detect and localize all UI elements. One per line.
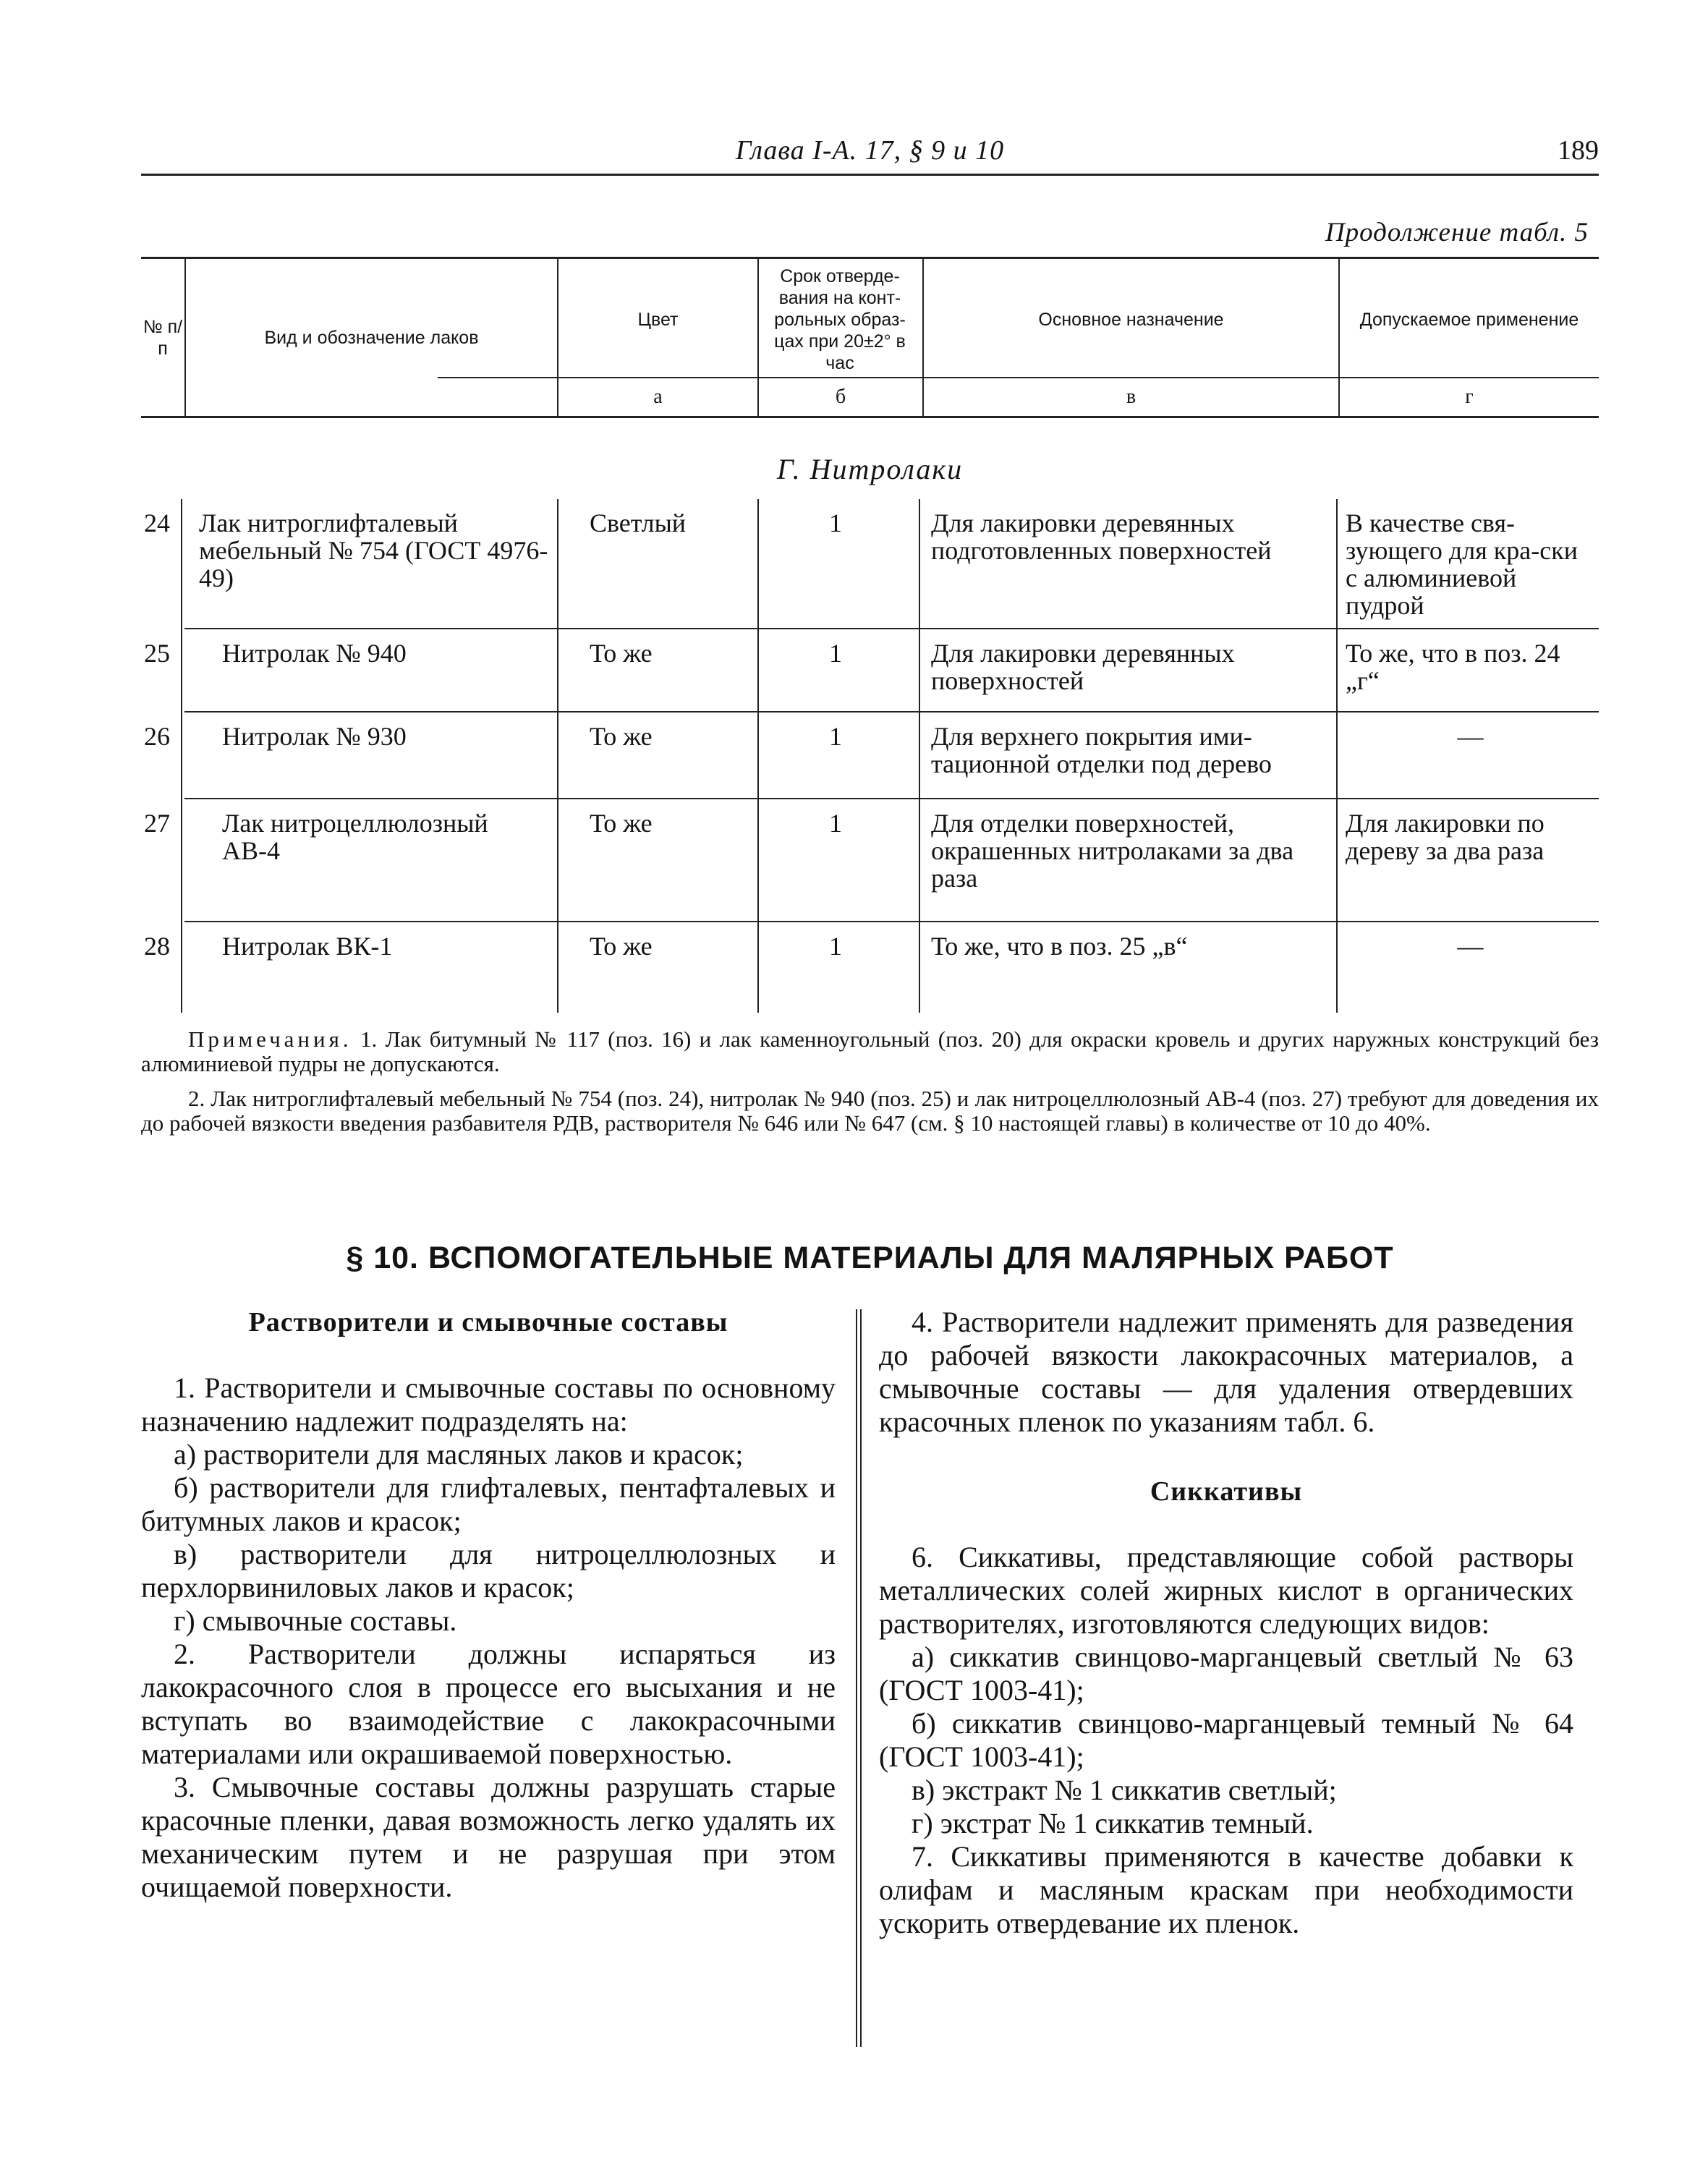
paragraph: а) сиккатив свинцово-марганцевый светлый № 63 (ГОСТ 1003-41); (879, 1641, 1573, 1706)
column-letter: б (835, 386, 846, 408)
cell-name: Нитролак ВК-1 (222, 932, 393, 961)
header-num: № п/п (143, 317, 183, 359)
running-title: Глава I-А. 17, § 9 и 10 (735, 135, 1005, 166)
paragraph: 1. Растворители и смывочные составы по основному назначению надлежит подразделять на: (141, 1371, 836, 1437)
right-column-heading: Сиккативы (1150, 1476, 1303, 1507)
column-letter: а (653, 386, 663, 408)
paragraph: 7. Сиккативы применяются в качестве добавки к олифам и масляным краскам при необходимости ускорить отвердевание их пленок. (879, 1840, 1573, 1939)
paragraph: а) растворители для масляных лаков и красок; (174, 1438, 744, 1471)
cell-time: 1 (829, 639, 842, 668)
column-divider (1336, 499, 1338, 1013)
cell-num: 27 (144, 809, 170, 838)
cell-purpose: То же, что в поз. 25 „в“ (931, 932, 1188, 961)
paragraph: 2. Растворители должны испаряться из лакокрасочного слоя в процессе его высыхания и не вступать во взаимодействие с лакокрасочными материалами или окрашиваемой поверхностью. (141, 1638, 836, 1770)
cell-color: То же (590, 809, 653, 838)
header-allowed-use: Допускаемое применение (1359, 310, 1579, 330)
header-purpose: Основное назначение (1038, 310, 1224, 330)
left-column (141, 1306, 836, 1904)
paragraph: в) растворители для нитроцеллюлозных и перхлорвиниловых лаков и красок; (141, 1538, 836, 1604)
column-letter: г (1465, 386, 1474, 408)
cell-purpose: Для лакировки деревянных подготовленных поверхностей (931, 509, 1272, 565)
column-divider (919, 499, 920, 1013)
table-row (141, 799, 1599, 922)
right-column (879, 1306, 1573, 1940)
paragraph: г) смывочные составы. (174, 1604, 457, 1637)
cell-name: Лак нитроцеллюлозный АВ-4 (222, 809, 488, 865)
cell-num: 28 (144, 932, 170, 961)
paragraph: 3. Смывочные составы должны разрушать старые красочные пленки, давая возможность легко удалять их механическим путем и не разрушая при этом очищаемой поверхности. (141, 1771, 836, 1903)
column-divider (557, 499, 558, 1013)
cell-time: 1 (829, 932, 842, 961)
cell-num: 24 (144, 509, 170, 537)
cell-color: То же (590, 932, 653, 961)
column-divider-double (856, 1309, 862, 2047)
cell-color: То же (590, 722, 653, 751)
header-top-line (141, 257, 1599, 259)
paragraph: г) экстрат № 1 сиккатив темный. (912, 1807, 1314, 1839)
table-section-label: Г. Нитролаки (776, 453, 964, 485)
cell-color: Светлый (590, 509, 687, 537)
header-letter-line (438, 377, 1599, 378)
table-row (141, 922, 1599, 1013)
cell-time: 1 (829, 809, 842, 838)
header-name: Вид и обозначение лаков (264, 328, 479, 348)
table-continuation-label: Продолжение табл. 5 (1325, 218, 1589, 247)
cell-name: Нитролак № 940 (222, 639, 407, 668)
cell-name: Нитролак № 930 (222, 722, 407, 751)
cell-num: 26 (144, 722, 170, 751)
cell-use: Для лакировки по дереву за два раза (1346, 809, 1545, 865)
cell-purpose: Для отделки поверхностей, окрашенных нитролаками за два раза (931, 809, 1294, 893)
paragraph: б) растворители для глифталевых, пентафталевых и битумных лаков и красок; (141, 1471, 836, 1537)
table-row (141, 499, 1599, 629)
paragraph: б) сиккатив свинцово-марганцевый темный № 64 (ГОСТ 1003-41); (879, 1707, 1573, 1773)
running-header (141, 130, 1599, 174)
cell-use: В качестве свя-зующего для кра-ски с алюминиевой пудрой (1346, 509, 1578, 620)
cell-purpose: Для лакировки деревянных поверхностей (931, 639, 1235, 695)
note-1 (141, 1027, 1599, 1076)
paragraph: 4. Растворители надлежит применять для разведения до рабочей вязкости лакокрасочных материалов, а смывочные составы — для удаления отвердевших красочных пленок по указаниям табл. 6. (879, 1306, 1573, 1438)
left-column-heading: Растворители и смывочные составы (248, 1307, 728, 1337)
cell-time: 1 (829, 722, 842, 751)
note-1-text: 1. Лак битумный № 117 (поз. 16) и лак каменноугольный (поз. 20) для окраски кровель и других наружных конструкций без алюминиевой пудры не допускаются. (141, 1026, 1599, 1076)
section-title: § 10. ВСПОМОГАТЕЛЬНЫЕ МАТЕРИАЛЫ ДЛЯ МАЛЯРНЫХ РАБОТ (346, 1241, 1394, 1275)
header-bottom-line (141, 416, 1599, 418)
note-2: 2. Лак нитроглифталевый мебельный № 754 (поз. 24), нитролак № 940 (поз. 25) и лак нитроцеллюлозный АВ-4 (поз. 27) требуют для доведения их до рабочей вязкости введения разбавителя РДВ, растворителя № 646 или № 647 (см. § 10 настоящей главы) в количестве от 10 до 40%. (141, 1086, 1599, 1136)
paragraph: в) экстракт № 1 сиккатив светлый; (912, 1774, 1337, 1806)
column-divider (181, 499, 182, 1013)
page-number: 189 (1558, 135, 1599, 166)
header-cure-time: Срок отверде-вания на конт-рольных образ-цах при 20±2° в час (774, 266, 906, 373)
paragraph: 6. Сиккативы, представляющие собой растворы металлических солей жирных кислот в органических растворителях, изготовляются следующих видов: (879, 1541, 1573, 1640)
table-row (141, 629, 1599, 712)
cell-use: — (1457, 932, 1484, 961)
cell-num: 25 (144, 639, 170, 668)
cell-purpose: Для верхнего покрытия ими-тационной отделки под дерево (931, 722, 1272, 778)
cell-color: То же (590, 639, 653, 668)
header-color: Цвет (637, 310, 679, 330)
column-letter: в (1126, 386, 1136, 408)
cell-name: Лак нитроглифталевый мебельный № 754 (ГОСТ 4976-49) (199, 509, 548, 592)
cell-time: 1 (829, 509, 842, 537)
cell-use: То же, что в поз. 24 „г“ (1346, 639, 1560, 695)
table-body (141, 499, 1599, 1020)
table-row (141, 712, 1599, 799)
column-divider (757, 499, 759, 1013)
spacer (879, 1439, 1573, 1475)
cell-use: — (1457, 722, 1484, 751)
notes-label: Примечания. (188, 1026, 352, 1052)
table-notes (141, 1027, 1599, 1146)
header-rule (141, 174, 1599, 176)
table-header (141, 257, 1599, 420)
